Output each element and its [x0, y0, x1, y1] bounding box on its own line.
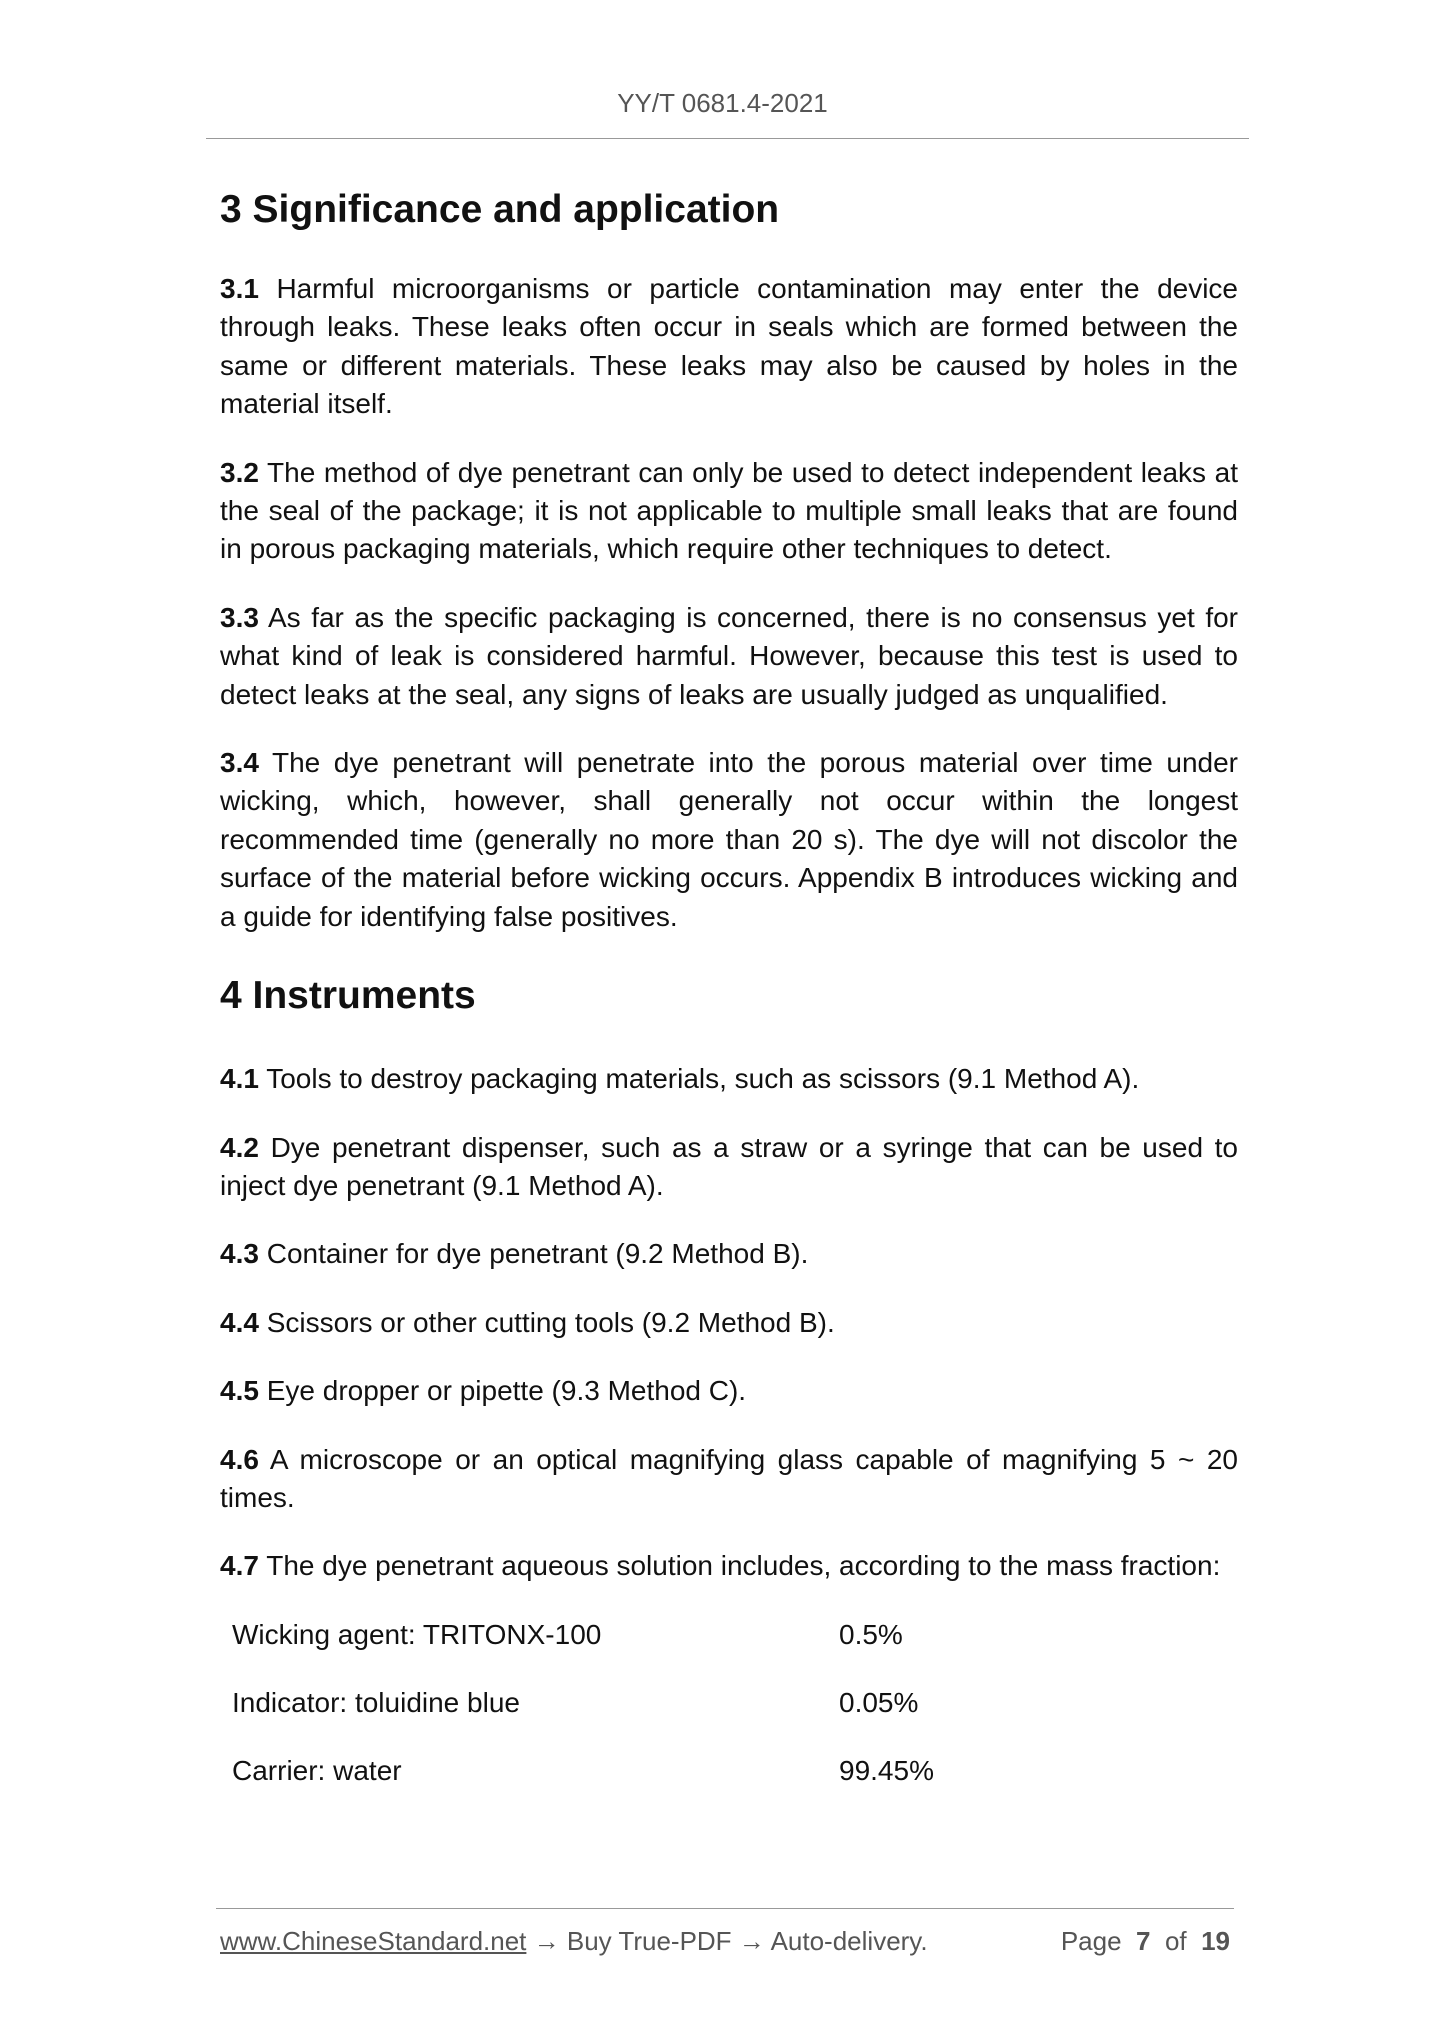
clause-text: Tools to destroy packaging materials, such as scissors (9.1 Method A). — [266, 1063, 1140, 1095]
component-name: Indicator: toluidine blue — [232, 1686, 520, 1718]
clause-4-6 — [220, 1441, 1238, 1518]
composition-row — [232, 1616, 1238, 1654]
section-3-heading: 3 Significance and application — [220, 188, 780, 231]
clause-text: The method of dye penetrant can only be used to detect independent leaks at the seal of the package; it is not applicable to multiple small leaks that are found in porous packaging materials, which require other techniques to detect. — [220, 456, 1238, 565]
clause-number: 4.7 — [220, 1550, 259, 1582]
clause-number: 4.6 — [220, 1443, 259, 1475]
clause-text: Eye dropper or pipette (9.3 Method C). — [266, 1375, 747, 1407]
clause-text: The dye penetrant will penetrate into the porous material over time under wicking, which, however, shall generally not occur within the longest recommended time (generally no more than 20 s). The dye will not discolor the surface of the material before wicking occurs. Appendix B introduces wicking and a guide for identifying false positives. — [220, 747, 1238, 932]
clause-4-4 — [220, 1304, 1238, 1342]
clause-4-3 — [220, 1235, 1238, 1273]
clause-text: The dye penetrant aqueous solution includes, according to the mass fraction: — [266, 1550, 1221, 1582]
page-content — [220, 180, 1238, 1820]
clause-text: Dye penetrant dispenser, such as a straw or a syringe that can be used to inject dye penetrant (9.1 Method A). — [220, 1131, 1238, 1201]
page-footer — [220, 1926, 1230, 1957]
total-pages: 19 — [1201, 1926, 1230, 1956]
clause-4-2 — [220, 1129, 1238, 1206]
document-id: YY/T 0681.4-2021 — [617, 88, 828, 118]
clause-4-5 — [220, 1372, 1238, 1410]
clause-text: Scissors or other cutting tools (9.2 Method B). — [266, 1306, 835, 1338]
page-number — [1061, 1926, 1230, 1957]
clause-3-3 — [220, 599, 1238, 714]
clause-4-7 — [220, 1547, 1238, 1585]
footer-tagline: → Buy True-PDF → Auto-delivery. — [526, 1926, 928, 1956]
page-of-label: of — [1164, 1926, 1187, 1956]
component-name: Carrier: water — [232, 1754, 402, 1786]
clause-text: A microscope or an optical magnifying glass capable of magnifying 5 ~ 20 times. — [220, 1443, 1238, 1513]
component-fraction: 0.05% — [839, 1686, 919, 1718]
clause-number: 4.2 — [220, 1131, 259, 1163]
clause-3-1 — [220, 270, 1238, 424]
section-4-heading: 4 Instruments — [220, 974, 476, 1018]
composition-row — [232, 1752, 1238, 1790]
footer-divider — [216, 1908, 1234, 1909]
component-fraction: 0.5% — [839, 1618, 903, 1650]
clause-number: 4.1 — [220, 1063, 259, 1095]
clause-text: Harmful microorganisms or particle contamination may enter the device through leaks. These leaks often occur in seals which are formed between the same or different materials. These leaks may also be caused by holes in the material itself. — [220, 273, 1239, 420]
component-fraction: 99.45% — [839, 1754, 934, 1786]
header-divider — [206, 138, 1249, 139]
clause-3-4 — [220, 744, 1238, 936]
clause-number: 3.2 — [220, 456, 259, 488]
composition-row — [232, 1684, 1238, 1722]
clause-number: 4.3 — [220, 1238, 259, 1270]
page-label: Page — [1060, 1926, 1122, 1956]
current-page: 7 — [1136, 1926, 1151, 1956]
clause-number: 3.4 — [220, 747, 259, 779]
clause-number: 3.1 — [220, 273, 259, 304]
clause-text: Container for dye penetrant (9.2 Method B). — [266, 1238, 809, 1270]
clause-4-1 — [220, 1060, 1238, 1098]
website-link[interactable]: www.ChineseStandard.net — [220, 1926, 527, 1956]
clause-3-2 — [220, 454, 1238, 569]
clause-number: 3.3 — [220, 601, 259, 633]
footer-left — [220, 1926, 928, 1957]
page-header — [0, 88, 1445, 119]
clause-text: As far as the specific packaging is concerned, there is no consensus yet for what kind of leak is considered harmful. However, because this test is used to detect leaks at the seal, any signs of leaks are usually judged as unqualified. — [220, 601, 1238, 710]
composition-table — [232, 1616, 1238, 1790]
component-name: Wicking agent: TRITONX-100 — [232, 1618, 602, 1650]
clause-number: 4.4 — [220, 1306, 259, 1338]
clause-number: 4.5 — [220, 1375, 259, 1407]
